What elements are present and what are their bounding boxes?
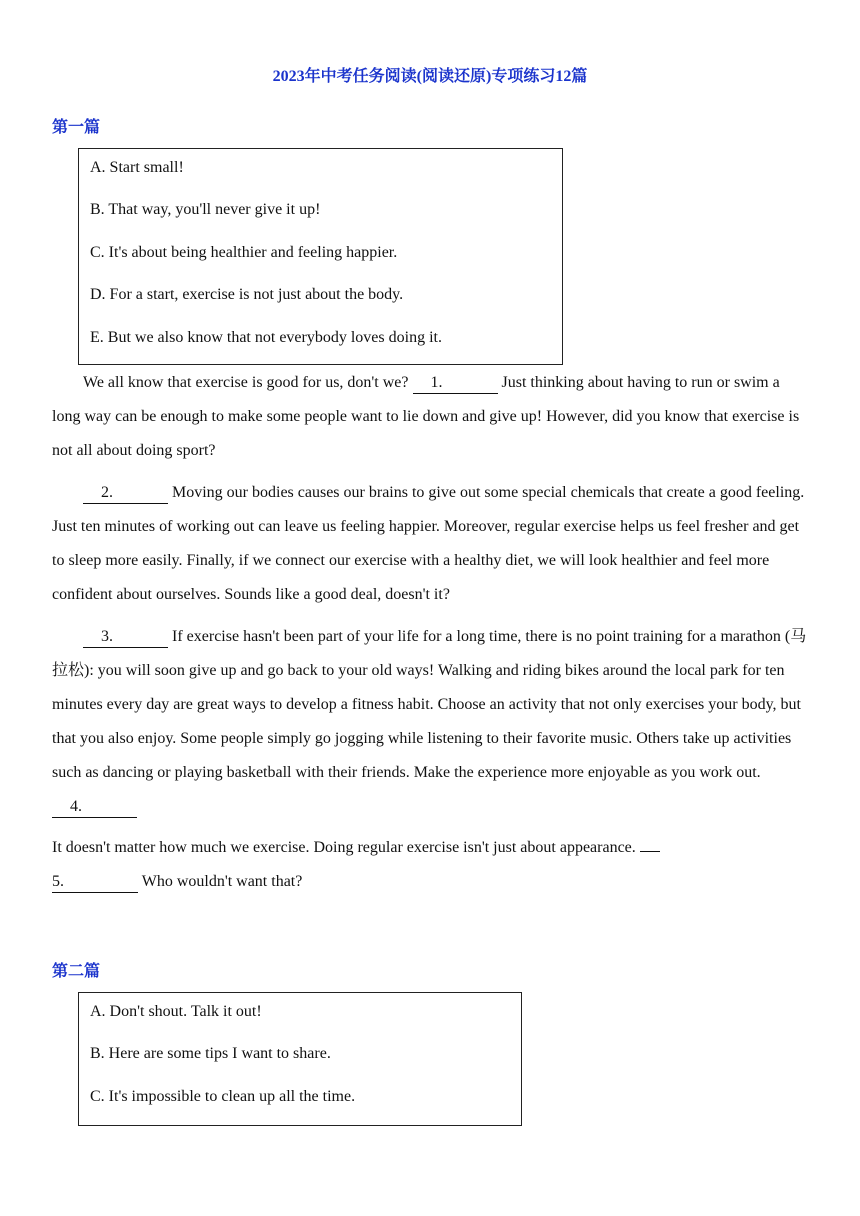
paragraph-4-text: It doesn't matter how much we exercise. Doing regular exercise isn't just about appearance. [52,839,636,856]
paragraph-3 [52,620,812,824]
passage-2-heading: 第二篇 [52,963,101,980]
option-c: C. It's about being healthier and feeling happier. [90,244,398,261]
passage-2-options-box [78,992,522,1126]
blank-5[interactable]: 5. [52,872,138,893]
paragraph-1 [52,366,812,468]
option-b: B. That way, you'll never give it up! [90,201,321,218]
paragraph-3-text: If exercise hasn't been part of your life for a long time, there is no point training for a marathon (马拉松): you will soon give up and go back to your old ways! Walking and riding bikes around the local park for ten minutes every day are great ways to develop a fitness habit. Choose an activity that not only exercises your body, but that you also enjoy. Some people simply go jogging while listening to their favorite music. Others take up activities such as dancing or playing basketball with their friends. Make the experience more enjoyable as you work out. [52,628,807,781]
paragraph-4 [52,831,812,899]
document-title: 2023年中考任务阅读(阅读还原)专项练习12篇 [272,68,588,85]
blank-1[interactable]: 1. [413,373,498,394]
paragraph-1-text-b: Just thinking about having to run or swim a long way can be enough to make some people want to lie down and give up! However, did you know that exercise is not all about doing sport? [52,374,800,459]
passage-1-options-box [78,148,563,365]
paragraph-2-text: Moving our bodies causes our brains to give out some special chemicals that create a good feeling. Just ten minutes of working out can leave us feeling happier. Moreover, regular exercise helps us feel fresher and get to sleep more easily. Finally, if we connect our exercise with a healthy diet, we will look healthier and feel more confident about ourselves. Sounds like a good deal, doesn't it? [52,484,805,603]
paragraph-1-text-a: We all know that exercise is good for us, don't we? [83,374,409,391]
paragraph-2 [52,476,812,612]
option-c: C. It's impossible to clean up all the time. [90,1088,356,1105]
blank-2[interactable]: 2. [83,483,168,504]
option-d: D. For a start, exercise is not just about the body. [90,286,404,303]
option-a: A. Don't shout. Talk it out! [90,1003,262,1020]
blank-3[interactable]: 3. [83,627,168,648]
blank-5-lead [640,851,660,852]
passage-1-heading: 第一篇 [52,119,101,136]
blank-4[interactable]: 4. [52,797,137,818]
paragraph-4-end: Who wouldn't want that? [141,873,303,890]
option-a: A. Start small! [90,159,184,176]
option-b: B. Here are some tips I want to share. [90,1045,331,1062]
option-e: E. But we also know that not everybody loves doing it. [90,329,442,346]
